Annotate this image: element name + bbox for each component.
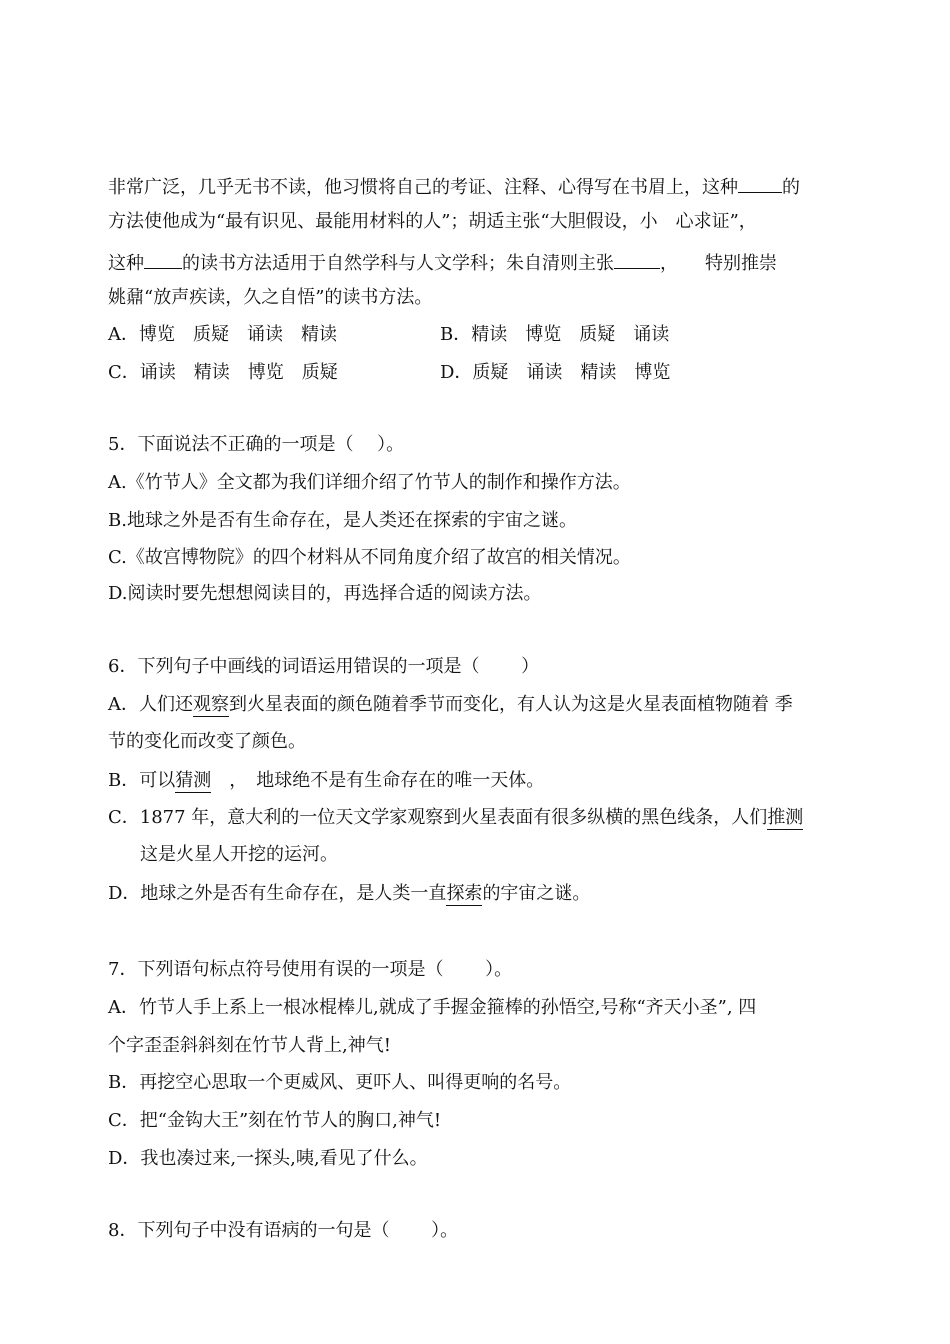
q4-text: 的读书方法适用于自然学科与人文学科；朱自清则主张 — [182, 253, 614, 274]
q8-stem: 8．下列句子中没有语病的一句是（ ）。 — [108, 1220, 459, 1241]
q7-option-a-line-2: 个字歪歪斜斜刻在竹节人背上,神气! — [108, 1035, 391, 1056]
q4-line-3 — [108, 248, 777, 276]
q6-text: D．地球之外是否有生命存在，是人类一直 — [108, 883, 447, 904]
q4-text: 这种 — [108, 253, 144, 274]
q6-option-d — [108, 882, 590, 906]
q4-line-4: 姚鼐“放声疾读，久之自悟”的读书方法。 — [108, 287, 433, 308]
q7-option-d: D．我也凑过来,一探头,咦,看见了什么。 — [108, 1148, 428, 1169]
q6-underlined-word: 推测 — [767, 807, 804, 828]
q4-line-2: 方法使他成为“最有识见、最能用材料的人”；胡适主张“大胆假设，小 心求证”， — [108, 211, 757, 232]
q6-text: A．人们还 — [108, 694, 193, 715]
q4-option-d: D．质疑 诵读 精读 博览 — [440, 362, 671, 383]
q6-option-c-line-1 — [108, 806, 803, 830]
q6-text: 的宇宙之谜。 — [482, 883, 591, 904]
q6-underlined-word: 观察 — [193, 694, 229, 715]
q7-option-c: C．把“金钩大王”刻在竹节人的胸口,神气! — [108, 1110, 442, 1131]
q6-underlined-word: 猜测 — [175, 770, 212, 791]
q6-option-c-line-2: 这是火星人开挖的运河。 — [140, 844, 338, 865]
q5-option-a: A.《竹节人》全文都为我们详细介绍了竹节人的制作和操作方法。 — [108, 472, 631, 493]
q4-option-b: B．精读 博览 质疑 诵读 — [440, 324, 670, 345]
q4-blank-2 — [144, 248, 182, 269]
q4-blank-1 — [738, 172, 782, 193]
q6-option-a-line-1 — [108, 693, 793, 717]
q4-option-c: C．诵读 精读 博览 质疑 — [108, 362, 338, 383]
q4-line-1 — [108, 172, 800, 200]
q5-stem: 5．下面说法不正确的一项是（ ）。 — [108, 434, 405, 455]
q4-text: 的 — [782, 177, 800, 198]
q4-text: 非常广泛，几乎无书不读，他习惯将自己的考证、注释、心得写在书眉上，这种 — [108, 177, 738, 198]
q5-option-b: B.地球之外是否有生命存在，是人类还在探索的宇宙之谜。 — [108, 510, 577, 531]
q4-blank-3 — [614, 248, 660, 269]
q4-text: ， 特别推崇 — [660, 253, 777, 274]
q6-underlined-word: 探索 — [446, 883, 483, 904]
q7-stem: 7．下列语句标点符号使用有误的一项是（ ）。 — [108, 959, 513, 980]
q5-option-d: D.阅读时要先想想阅读目的，再选择合适的阅读方法。 — [108, 583, 542, 604]
q6-stem: 6．下列句子中画线的词语运用错误的一项是（ ） — [108, 656, 540, 677]
q6-text: 到火星表面的颜色随着季节而变化，有人认为这是火星表面植物随着 季 — [229, 694, 793, 715]
q6-option-a-line-2: 节的变化而改变了颜色。 — [108, 731, 306, 752]
q6-text: C．1877 年，意大利的一位天文学家观察到火星表面有很多纵横的黑色线条，人们 — [108, 807, 768, 828]
q7-option-b: B．再挖空心思取一个更威风、更吓人、叫得更响的名号。 — [108, 1072, 572, 1093]
q4-option-a: A．博览 质疑 诵读 精读 — [108, 324, 337, 345]
q6-text: ， 地球绝不是有生命存在的唯一天体。 — [211, 770, 545, 791]
q6-option-b — [108, 769, 544, 793]
q6-text: B．可以 — [108, 770, 176, 791]
q5-option-c: C.《故宫博物院》的四个材料从不同角度介绍了故宫的相关情况。 — [108, 547, 631, 568]
q7-option-a-line-1: A．竹节人手上系上一根冰棍棒儿,就成了手握金箍棒的孙悟空,号称“齐天小圣”, 四 — [108, 997, 757, 1018]
